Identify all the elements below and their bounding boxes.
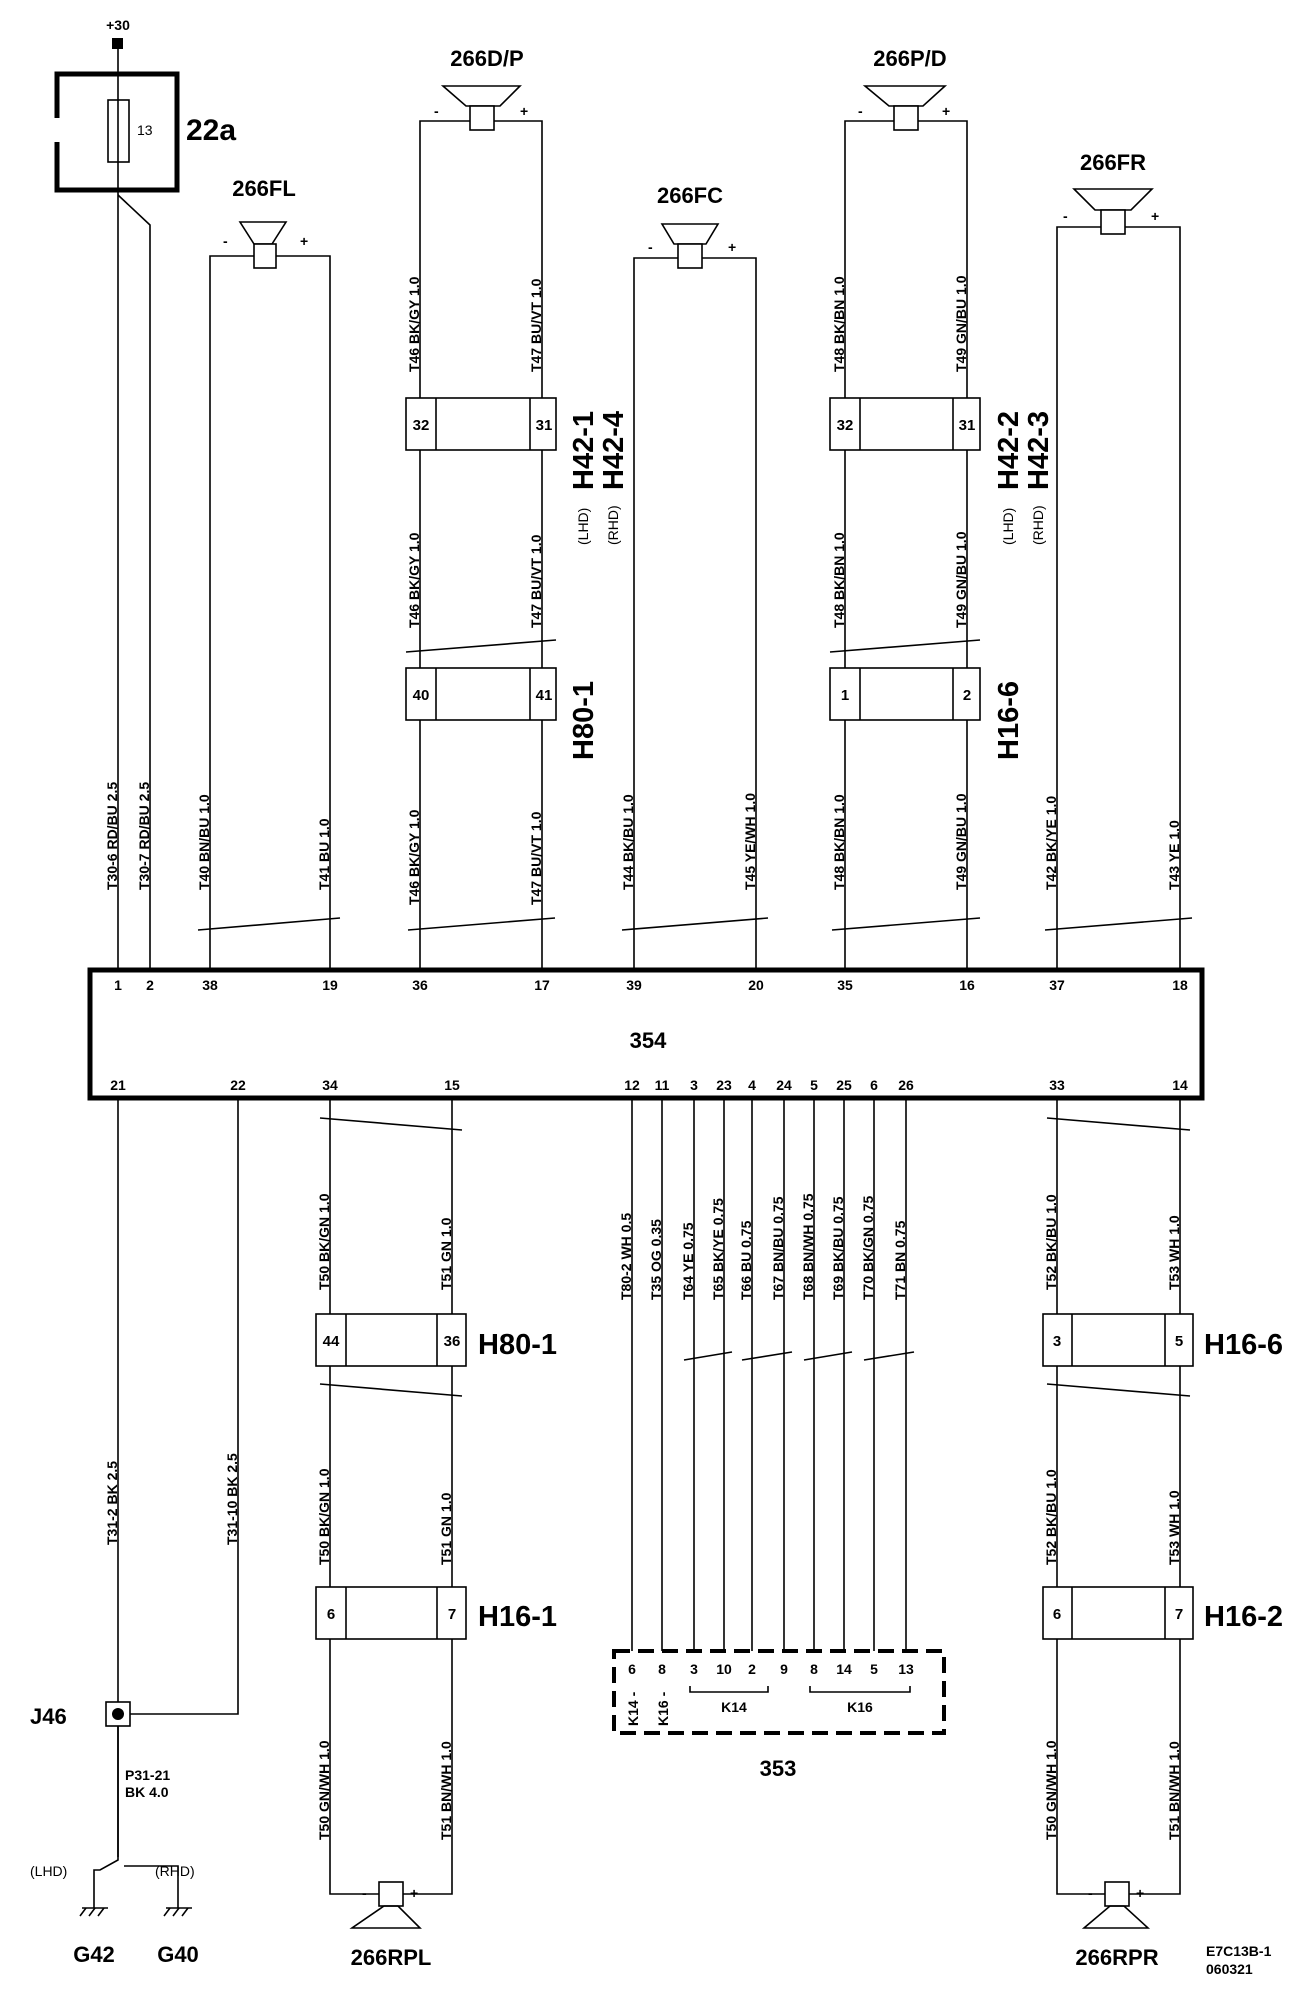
speaker-266pd <box>858 46 950 130</box>
svg-text:-: - <box>362 1885 367 1901</box>
module-354-label: 354 <box>629 1028 667 1053</box>
connector-pin: 32 <box>412 417 430 434</box>
connector-pin: 3 <box>1052 1333 1062 1350</box>
ground-g42-label: G42 <box>73 1942 115 1967</box>
svg-text:-: - <box>858 103 863 119</box>
connector-pin: 2 <box>748 1661 756 1677</box>
ground-wire-spec: BK 4.0 <box>125 1784 169 1800</box>
connector-pin: 6 <box>628 1661 636 1677</box>
connector-h80-1-upper <box>406 668 556 720</box>
connector-k14-label: K14 <box>721 1699 747 1715</box>
ground-g42 <box>73 1908 115 1967</box>
connector-k16-side-label: K16 - <box>655 1691 671 1726</box>
supply-terminal-icon <box>112 38 123 49</box>
connector-pin: 10 <box>716 1661 732 1677</box>
svg-text:+: + <box>300 233 309 249</box>
wire-label: T48 BK/BN 1.0 <box>831 276 847 372</box>
connector-h42-3-label: H42-3 <box>1023 411 1055 490</box>
wire-label: T50 BK/GN 1.0 <box>316 1468 332 1565</box>
speaker-icon <box>1084 1906 1148 1928</box>
wire-label: T71 BN 0.75 <box>892 1220 908 1300</box>
wire-label: T48 BK/BN 1.0 <box>831 532 847 628</box>
wire-label: T30-7 RD/BU 2.5 <box>136 781 152 890</box>
connector-pin: 7 <box>1174 1606 1184 1623</box>
wire-label: T49 GN/BU 1.0 <box>953 531 969 628</box>
wire-label: T47 BU/VT 1.0 <box>528 811 544 905</box>
module-pin: 5 <box>810 1077 818 1093</box>
connector-h42-1 <box>406 398 556 450</box>
connector-h42-2 <box>830 398 980 450</box>
wire-label: T31-2 BK 2.5 <box>104 1460 120 1545</box>
speaker-266pd-label: 266P/D <box>873 46 947 71</box>
connector-pin: 31 <box>535 417 553 434</box>
module-pin: 22 <box>230 1077 246 1093</box>
speaker-icon <box>1074 189 1152 210</box>
module-pin: 15 <box>444 1077 460 1093</box>
connector-h16-6-upper <box>830 668 980 720</box>
module-pin: 33 <box>1049 1077 1065 1093</box>
wire-label: T40 BN/BU 1.0 <box>196 794 212 890</box>
module-pin: 20 <box>748 977 764 993</box>
svg-text:-: - <box>1063 208 1068 224</box>
speaker-266rpr <box>1057 1882 1180 1970</box>
connector-k14-side-label: K14 - <box>625 1691 641 1726</box>
wire-label: T50 BK/GN 1.0 <box>316 1193 332 1290</box>
speaker-icon <box>352 1906 420 1928</box>
connector-pin: 8 <box>658 1661 666 1677</box>
junction-j46 <box>30 1702 130 1729</box>
wire-label: T52 BK/BU 1.0 <box>1043 1194 1059 1290</box>
connector-pin: 36 <box>443 1333 461 1350</box>
wire-label: T41 BU 1.0 <box>316 818 332 890</box>
module-pin: 2 <box>146 977 154 993</box>
module-pin: 18 <box>1172 977 1188 993</box>
module-pin: 3 <box>690 1077 698 1093</box>
module-pin: 11 <box>654 1077 670 1093</box>
module-pin: 36 <box>412 977 428 993</box>
wire-label: T42 BK/YE 1.0 <box>1043 795 1059 890</box>
module-pin: 21 <box>110 1077 126 1093</box>
diagram-code: E7C13B-1 <box>1206 1943 1272 1959</box>
wire-label: T47 BU/VT 1.0 <box>528 278 544 372</box>
connector-pin: 6 <box>326 1606 336 1623</box>
connector-h16-2 <box>1043 1587 1193 1639</box>
connector-h42-2-label: H42-2 <box>993 411 1025 490</box>
connector-pin: 32 <box>836 417 854 434</box>
speaker-icon <box>443 86 520 106</box>
svg-text:+: + <box>1136 1885 1145 1901</box>
module-pin: 17 <box>534 977 550 993</box>
svg-text:-: - <box>648 239 653 255</box>
wire-label: T53 WH 1.0 <box>1166 1490 1182 1565</box>
speaker-266rpl-label: 266RPL <box>350 1945 432 1970</box>
module-pin: 37 <box>1049 977 1065 993</box>
connector-353-label: 353 <box>759 1756 797 1781</box>
connector-353 <box>614 1651 944 1733</box>
wire-label: T52 BK/BU 1.0 <box>1043 1469 1059 1565</box>
connector-pin: 40 <box>412 687 430 704</box>
wire-label: T51 GN 1.0 <box>438 1492 454 1565</box>
connector-h16-1-label: H16-1 <box>478 1601 557 1633</box>
wire-label: T30-6 RD/BU 2.5 <box>104 781 120 890</box>
module-pin: 34 <box>322 1077 338 1093</box>
connector-h80-1-label: H80-1 <box>568 681 600 760</box>
module-pin: 38 <box>202 977 218 993</box>
diagram-date: 060321 <box>1206 1961 1253 1977</box>
module-pin: 14 <box>1172 1077 1188 1093</box>
connector-pin: 14 <box>836 1661 852 1677</box>
wire-label: T66 BU 0.75 <box>738 1220 754 1300</box>
connector-pin: 7 <box>447 1606 457 1623</box>
connector-pin: 2 <box>962 687 972 704</box>
ground-g40 <box>157 1908 199 1967</box>
module-pin: 12 <box>624 1077 640 1093</box>
speaker-266rpl <box>330 1882 452 1970</box>
wire-label: T65 BK/YE 0.75 <box>710 1198 726 1300</box>
module-pin: 19 <box>322 977 338 993</box>
svg-text:-: - <box>1088 1885 1093 1901</box>
wire-label: T49 GN/BU 1.0 <box>953 793 969 890</box>
svg-text:+: + <box>728 239 737 255</box>
speaker-266fl <box>223 176 308 268</box>
connector-h42-1-label: H42-1 <box>568 411 600 490</box>
speaker-266fr-label: 266FR <box>1079 150 1147 175</box>
ground-wire-label: P31-21 <box>125 1767 171 1783</box>
connector-h42-4-label: H42-4 <box>598 411 630 490</box>
wire-label: T80-2 WH 0.5 <box>618 1212 634 1300</box>
wire-label: T69 BK/BU 0.75 <box>830 1196 846 1300</box>
wire-label: T49 GN/BU 1.0 <box>953 275 969 372</box>
connector-pin: 5 <box>1174 1333 1184 1350</box>
connector-pin: 41 <box>535 687 553 704</box>
speaker-icon <box>240 222 286 244</box>
wire-label: T51 BN/WH 1.0 <box>1166 1741 1182 1840</box>
wire-label: T67 BN/BU 0.75 <box>770 1196 786 1300</box>
wire-label: T43 YE 1.0 <box>1166 820 1182 890</box>
svg-text:-: - <box>434 103 439 119</box>
speaker-266fr <box>1063 150 1159 234</box>
speaker-266fl-label: 266FL <box>232 176 296 201</box>
connector-h16-6-label: H16-6 <box>993 681 1025 760</box>
wire-label: T44 BK/BU 1.0 <box>620 794 636 890</box>
fuse-number: 13 <box>137 122 153 138</box>
speaker-266dp <box>434 46 528 130</box>
wire-label: T46 BK/GY 1.0 <box>406 809 422 905</box>
wire-label: T45 YE/WH 1.0 <box>742 792 758 890</box>
module-pin: 23 <box>716 1077 732 1093</box>
module-pin: 6 <box>870 1077 878 1093</box>
connector-pin: 3 <box>690 1661 698 1677</box>
svg-text:+: + <box>1151 208 1160 224</box>
variant-lhd-label: (LHD) <box>575 507 591 545</box>
connector-h16-6-lower-label: H16-6 <box>1204 1329 1283 1361</box>
svg-text:+: + <box>410 1885 419 1901</box>
wire-label: T47 BU/VT 1.0 <box>528 534 544 628</box>
connector-pin: 13 <box>898 1661 914 1677</box>
junction-j46-label: J46 <box>30 1704 67 1729</box>
variant-lhd-label: (LHD) <box>1000 507 1016 545</box>
wire-label: T46 BK/GY 1.0 <box>406 276 422 372</box>
connector-pin: 44 <box>322 1333 340 1350</box>
connector-pin: 5 <box>870 1661 878 1677</box>
speaker-icon <box>662 224 718 244</box>
module-pin: 35 <box>837 977 853 993</box>
connector-h80-1-lower <box>316 1314 466 1366</box>
connector-pin: 6 <box>1052 1606 1062 1623</box>
module-pin: 1 <box>114 977 122 993</box>
module-pin: 39 <box>626 977 642 993</box>
connector-pin: 31 <box>958 417 976 434</box>
svg-text:+: + <box>520 103 529 119</box>
wire-label: T46 BK/GY 1.0 <box>406 532 422 628</box>
module-pin: 24 <box>776 1077 792 1093</box>
module-pin: 26 <box>898 1077 914 1093</box>
variant-rhd-label: (RHD) <box>605 505 621 545</box>
module-pin: 4 <box>748 1077 756 1093</box>
wire-label: T51 BN/WH 1.0 <box>438 1741 454 1840</box>
module-pin: 16 <box>959 977 975 993</box>
connector-h16-2-label: H16-2 <box>1204 1601 1283 1633</box>
wire-label: T50 GN/WH 1.0 <box>1043 1740 1059 1840</box>
wire-label: T64 YE 0.75 <box>680 1222 696 1300</box>
wire-label: T53 WH 1.0 <box>1166 1215 1182 1290</box>
svg-text:+: + <box>942 103 951 119</box>
connector-pin: 9 <box>780 1661 788 1677</box>
variant-rhd-label: (RHD) <box>155 1863 195 1879</box>
svg-text:-: - <box>223 233 228 249</box>
speaker-266rpr-label: 266RPR <box>1075 1945 1159 1970</box>
supply-label: +30 <box>106 17 130 33</box>
connector-h16-6-lower <box>1043 1314 1193 1366</box>
ground-g40-label: G40 <box>157 1942 199 1967</box>
variant-lhd-label: (LHD) <box>30 1863 68 1879</box>
connector-h16-1 <box>316 1587 466 1639</box>
wire-label: T50 GN/WH 1.0 <box>316 1740 332 1840</box>
wire-label: T51 GN 1.0 <box>438 1217 454 1290</box>
speaker-icon <box>865 86 945 106</box>
connector-k16-label: K16 <box>847 1699 873 1715</box>
wire-label: T68 BN/WH 0.75 <box>800 1193 816 1300</box>
wire-label: T35 OG 0.35 <box>648 1219 664 1300</box>
connector-pin: 8 <box>810 1661 818 1677</box>
connector-h80-1-lower-label: H80-1 <box>478 1329 557 1361</box>
variant-rhd-label: (RHD) <box>1030 505 1046 545</box>
connector-pin: 1 <box>840 687 850 704</box>
fuse-22a <box>57 74 236 190</box>
wire-label: T48 BK/BN 1.0 <box>831 794 847 890</box>
fuse-name: 22a <box>186 114 237 147</box>
wire-label: T31-10 BK 2.5 <box>224 1453 240 1545</box>
wire-label: T70 BK/GN 0.75 <box>860 1195 876 1300</box>
speaker-266fc <box>648 183 736 268</box>
speaker-266fc-label: 266FC <box>656 183 724 208</box>
module-pin: 25 <box>836 1077 852 1093</box>
speaker-266dp-label: 266D/P <box>450 46 524 71</box>
